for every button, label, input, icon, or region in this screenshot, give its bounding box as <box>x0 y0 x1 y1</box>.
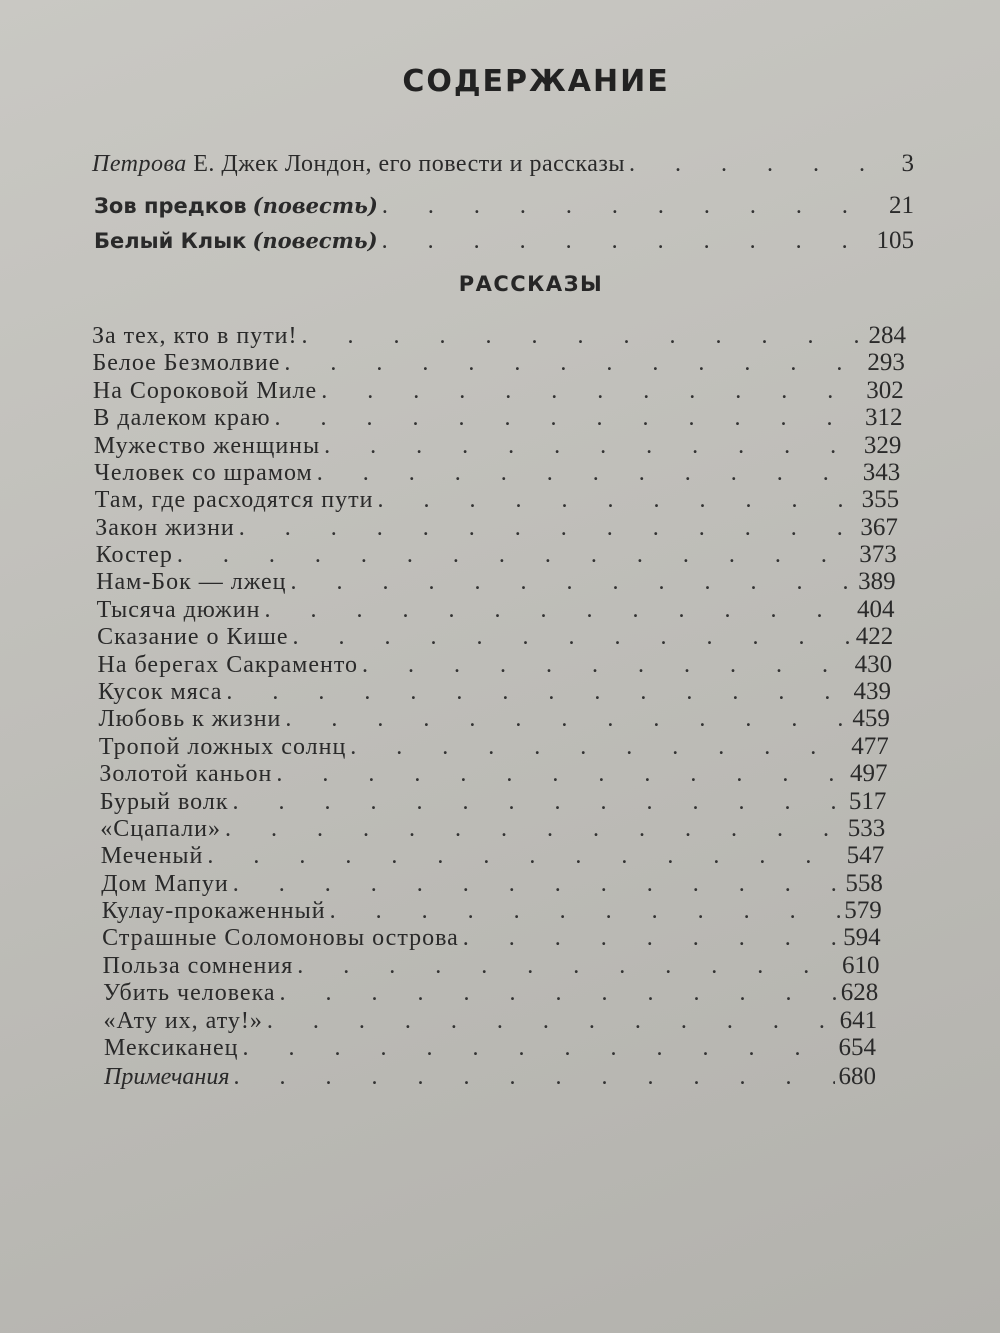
entry-title: Примечания <box>104 1064 230 1090</box>
toc-entry <box>93 377 904 405</box>
page-number: 293 <box>867 349 905 377</box>
toc-entry <box>101 842 884 870</box>
dot-leader <box>285 705 848 733</box>
toc-entry <box>102 924 880 952</box>
page-number: 594 <box>843 924 881 952</box>
entry-title: Там, где расходятся пути <box>94 487 374 514</box>
dot-leader <box>317 459 859 487</box>
dot-leader <box>302 322 865 350</box>
entry-title: Меченый <box>100 843 204 870</box>
entry-title: Зов предков <box>94 194 247 218</box>
entry-title: Белое Безмолвие <box>92 350 281 377</box>
page-number: 312 <box>865 404 903 432</box>
dot-leader <box>297 952 838 980</box>
page-number: 329 <box>863 431 902 459</box>
dot-leader <box>264 596 853 624</box>
dot-leader <box>243 1034 835 1062</box>
page-number: 497 <box>850 760 888 788</box>
page-number: 367 <box>860 513 898 541</box>
page-number: 284 <box>868 322 906 349</box>
page-number: 439 <box>853 678 891 705</box>
page-number: 517 <box>848 787 887 815</box>
entry-title: Бурый волк <box>99 788 229 815</box>
dot-leader <box>239 514 857 542</box>
section-heading: РАССКАЗЫ <box>458 272 604 296</box>
toc-entry <box>103 979 878 1007</box>
page-number: 628 <box>840 979 879 1007</box>
page-number: 343 <box>862 458 901 486</box>
toc-entry-notes <box>104 1063 876 1091</box>
entry-title: Страшные Соломоновы острова <box>102 925 459 952</box>
toc-entry <box>92 349 904 377</box>
dot-leader <box>362 651 851 679</box>
entry-title: На Сороковой Миле <box>92 377 318 404</box>
entry-title: Тропой ложных солнц <box>98 733 347 760</box>
dot-leader <box>233 870 842 898</box>
toc-entry <box>104 1007 878 1035</box>
toc-entry <box>94 432 902 460</box>
page-number: 404 <box>856 595 895 623</box>
entry-title: «Сцапали» <box>100 815 222 842</box>
toc-entry <box>101 870 883 898</box>
toc-entry-intro <box>92 150 914 178</box>
toc-entry-white-fang <box>94 227 914 255</box>
dot-leader <box>177 541 855 569</box>
toc-entry-label <box>94 192 378 220</box>
entry-title: Сказание о Кише <box>97 624 289 651</box>
toc-entry <box>99 760 887 788</box>
entry-title: Польза сомнения <box>102 952 294 979</box>
toc-entry <box>103 952 880 980</box>
dot-leader <box>463 924 839 952</box>
page-number: 459 <box>852 705 890 733</box>
dot-leader <box>276 760 846 788</box>
toc-entry-label <box>92 150 625 178</box>
entry-title: Кулау-прокаженный <box>101 898 326 925</box>
entry-title: Белый Клык <box>94 229 247 253</box>
entry-title: Закон жизни <box>95 514 235 541</box>
entry-note: (повесть) <box>252 228 378 253</box>
toc-entry <box>97 623 893 651</box>
entry-title: «Ату их, ату!» <box>103 1007 263 1034</box>
page-number: 547 <box>846 842 885 870</box>
page-number: 680 <box>838 1063 876 1090</box>
dot-leader <box>225 815 844 843</box>
entry-title: На берегах Сакраменто <box>97 651 359 678</box>
entry-title: Костер <box>95 542 173 569</box>
toc-entry <box>95 514 898 542</box>
dot-leader <box>207 842 842 870</box>
dot-leader <box>321 377 862 405</box>
dot-leader <box>275 404 862 432</box>
page-number: 558 <box>845 869 883 897</box>
dot-leader <box>284 349 863 377</box>
toc-entry <box>98 651 893 679</box>
page-number: 422 <box>855 623 894 651</box>
entry-title: Нам-Бок — лжец <box>96 569 287 596</box>
toc-entry <box>102 897 882 925</box>
entry-title: Золотой каньон <box>99 761 273 788</box>
page-number: 654 <box>838 1034 876 1061</box>
entry-title: Мужество женщины <box>93 432 321 459</box>
entry-title: Е. Джек Лондон, его повести и рассказы <box>193 151 625 177</box>
entry-title: Любовь к жизни <box>98 706 282 733</box>
page-number: 533 <box>847 814 886 842</box>
page-number: 389 <box>858 568 896 596</box>
dot-leader <box>290 568 854 596</box>
toc-entry <box>100 815 885 843</box>
toc-entry <box>99 733 889 761</box>
toc-entry <box>93 404 902 432</box>
page-number: 477 <box>851 732 889 760</box>
page-number: 430 <box>854 650 893 678</box>
toc-entry <box>100 788 887 816</box>
dot-leader <box>382 192 885 220</box>
toc-entry <box>96 568 895 596</box>
entry-note: (повесть) <box>252 193 378 218</box>
dot-leader <box>226 678 849 706</box>
entry-title: В далеком краю <box>93 405 271 432</box>
entry-title: За тех, кто в пути! <box>92 323 298 349</box>
dot-leader <box>629 150 898 178</box>
author-name: Петрова <box>92 151 187 177</box>
toc-entry <box>104 1034 876 1062</box>
page-number: 3 <box>901 150 914 177</box>
page-number: 579 <box>844 897 882 925</box>
dot-leader <box>267 1007 836 1035</box>
page-number: 302 <box>866 376 904 404</box>
dot-leader <box>292 623 851 651</box>
entry-title: Убить человека <box>103 980 276 1007</box>
toc-entry <box>97 596 895 624</box>
toc-entry <box>92 322 906 350</box>
entry-title: Тысяча дюжин <box>96 596 261 623</box>
page-title: СОДЕРЖАНИЕ <box>402 64 670 99</box>
dot-leader <box>324 432 860 460</box>
toc-entry <box>95 486 899 514</box>
dot-leader <box>234 1063 835 1091</box>
page-number: 21 <box>889 192 914 219</box>
entry-title: Дом Мапуи <box>101 870 229 897</box>
page-number: 641 <box>839 1006 878 1034</box>
dot-leader <box>280 979 837 1007</box>
toc-entry <box>94 459 900 487</box>
page-number: 373 <box>859 541 897 569</box>
dot-leader <box>232 788 844 816</box>
toc-entry-label <box>94 227 378 255</box>
entry-title: Мексиканец <box>104 1035 239 1061</box>
toc-entry-call-of-the-wild <box>94 192 914 220</box>
toc-entry <box>98 705 889 733</box>
page-number: 355 <box>861 486 900 514</box>
dot-leader <box>377 486 857 514</box>
entry-title: Человек со шрамом <box>94 459 313 486</box>
dot-leader <box>382 227 873 255</box>
page-number: 610 <box>841 951 880 979</box>
dot-leader <box>330 897 841 925</box>
entry-title: Кусок мяса <box>98 679 223 705</box>
page-number: 105 <box>876 227 914 254</box>
toc-entry <box>96 541 897 569</box>
dot-leader <box>350 733 847 761</box>
toc-entry <box>98 678 891 706</box>
